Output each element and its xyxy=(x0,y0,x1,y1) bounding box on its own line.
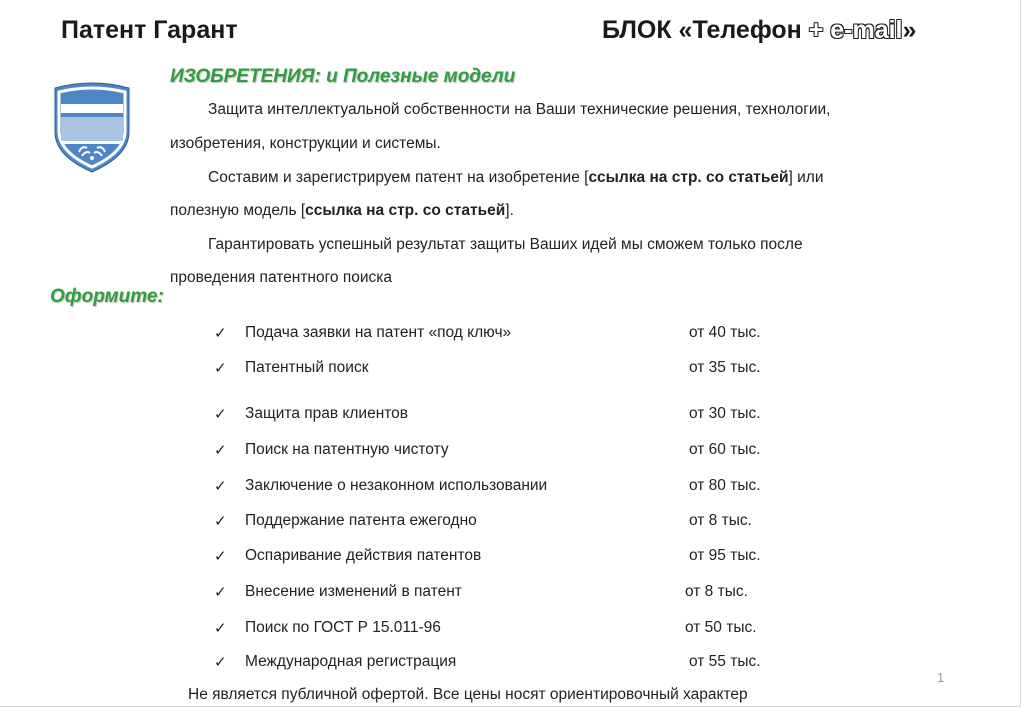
service-item xyxy=(214,619,814,643)
service-item xyxy=(214,405,814,429)
text: Составим и зарегистрируем патент на изобретение [ xyxy=(208,169,589,186)
service-price: от 60 тыс. xyxy=(689,441,761,458)
paragraph-2-line-2 xyxy=(170,202,514,220)
disclaimer: Не является публичной офертой. Все цены носят ориентировочный характер xyxy=(188,686,748,703)
paragraph-2-line-1 xyxy=(208,169,824,187)
service-item xyxy=(214,477,814,501)
service-name: Оспаривание действия патентов xyxy=(245,547,482,564)
service-item xyxy=(214,441,814,465)
text: ] или xyxy=(788,169,824,186)
service-price: от 55 тыс. xyxy=(689,653,761,670)
check-icon: ✓ xyxy=(214,360,227,377)
service-name: Защита прав клиентов xyxy=(245,405,409,422)
email-label: + e-mail xyxy=(808,16,903,44)
service-name: Заключение о незаконном использовании xyxy=(245,477,548,494)
service-name: Патентный поиск xyxy=(245,359,369,376)
service-name: Внесение изменений в патент xyxy=(245,583,462,600)
check-icon: ✓ xyxy=(214,620,227,637)
company-title: Патент Гарант xyxy=(61,16,238,44)
check-icon: ✓ xyxy=(214,584,227,601)
service-price: от 95 тыс. xyxy=(689,547,761,564)
service-item xyxy=(214,324,814,348)
service-price: от 50 тыс. xyxy=(685,619,757,636)
services-heading: Оформите: xyxy=(50,286,164,307)
service-name: Поиск по ГОСТ Р 15.011-96 xyxy=(245,619,441,636)
service-item xyxy=(214,547,814,571)
text: полезную модель [ xyxy=(170,202,306,219)
service-name: Поиск на патентную чистоту xyxy=(245,441,449,458)
check-icon: ✓ xyxy=(214,654,227,671)
service-price: от 35 тыс. xyxy=(689,359,761,376)
service-name: Поддержание патента ежегодно xyxy=(245,512,477,529)
service-price: от 80 тыс. xyxy=(689,477,761,494)
service-name: Подача заявки на патент «под ключ» xyxy=(245,324,512,341)
service-item xyxy=(214,512,814,536)
service-name: Международная регистрация xyxy=(245,653,457,670)
paragraph-3-line-2: проведения патентного поиска xyxy=(170,269,393,286)
text: ]. xyxy=(505,202,514,219)
paragraph-3-line-1: Гарантировать успешный результат защиты Ваших идей мы сможем только после xyxy=(208,236,803,253)
contact-block-title xyxy=(602,16,916,45)
service-price: от 8 тыс. xyxy=(689,512,752,529)
service-item xyxy=(214,359,814,383)
block-prefix: БЛОК «Телефон xyxy=(602,16,802,44)
service-price: от 30 тыс. xyxy=(689,405,761,422)
check-icon: ✓ xyxy=(214,513,227,530)
service-price: от 40 тыс. xyxy=(689,324,761,341)
service-price: от 8 тыс. xyxy=(685,583,748,600)
check-icon: ✓ xyxy=(214,442,227,459)
block-close: » xyxy=(902,16,917,44)
article-link[interactable]: ссылка на стр. со статьей xyxy=(588,169,789,186)
article-link[interactable]: ссылка на стр. со статьей xyxy=(305,202,506,219)
shield-laurel-icon xyxy=(49,80,135,174)
page-number: 1 xyxy=(937,670,945,685)
service-item xyxy=(214,583,814,607)
paragraph-1-line-1: Защита интеллектуальной собственности на Ваши технические решения, технологии, xyxy=(208,101,831,118)
check-icon: ✓ xyxy=(214,325,227,342)
check-icon: ✓ xyxy=(214,406,227,423)
service-item xyxy=(214,653,814,677)
check-icon: ✓ xyxy=(214,548,227,565)
section-heading: ИЗОБРЕТЕНИЯ: и Полезные модели xyxy=(170,66,516,87)
paragraph-1-line-2: изобретения, конструкции и системы. xyxy=(170,135,441,152)
check-icon: ✓ xyxy=(214,478,227,495)
